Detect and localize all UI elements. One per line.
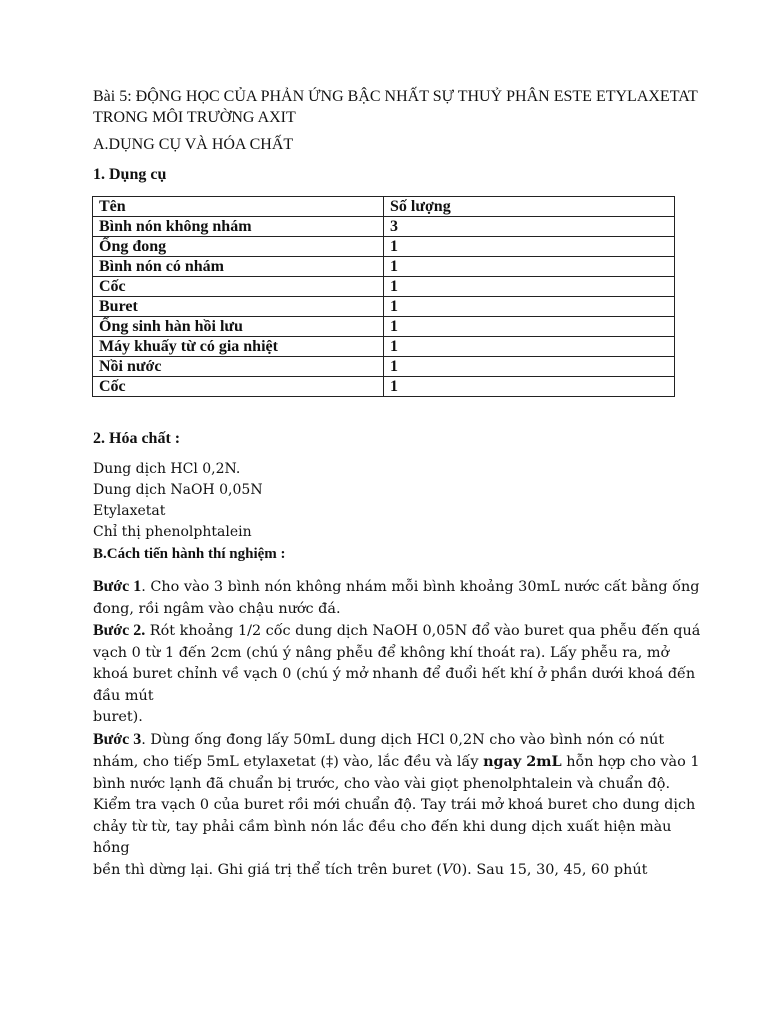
table-row <box>93 237 675 257</box>
tool-name-cell: Buret <box>93 297 384 317</box>
check-line-3-a: bền thì dừng lại. Ghi giá trị thể tích trên buret ( <box>93 861 442 878</box>
step-3-label: Bước 3 <box>93 730 142 748</box>
tool-quantity-cell: 1 <box>384 377 675 397</box>
step-2-text: Rót khoảng 1/2 cốc dung dịch NaOH 0,05N đổ vào buret qua phễu đến quá vạch 0 từ 1 đến 2cm (chú ý nâng phễu để không khí thoát ra). Lấy phễu ra, mở khoá buret chỉnh về vạch 0 (chú ý mở nhanh để đuổi hết khí ở phần dưới khoá đến đầu mút <box>93 623 701 704</box>
volume-variable: V <box>442 861 453 878</box>
chemicals-list <box>93 459 263 543</box>
step-1 <box>93 576 703 620</box>
tool-name-cell: Cốc <box>93 277 384 297</box>
subsection-chemicals-heading: 2. Hóa chất : <box>93 430 181 447</box>
tool-quantity-cell: 1 <box>384 297 675 317</box>
tools-table <box>92 196 675 397</box>
tool-name-cell: Bình nón không nhám <box>93 217 384 237</box>
check-line-1: Kiểm tra vạch 0 của buret rồi mới chuẩn độ. Tay trái mở khoá buret cho dung dịch <box>93 797 696 813</box>
tool-name-cell: Ống sinh hàn hồi lưu <box>93 317 384 337</box>
table-row <box>93 297 675 317</box>
step-1-text: . Cho vào 3 bình nón không nhám mỗi bình khoảng 30mL nước cất bằng ống đong, rồi ngâm vào chậu nước đá. <box>93 579 700 617</box>
step-3-text-a: . Dùng ống đong lấy 50mL dung dịch HCl 0,2N cho vào bình nón có nút nhám, cho tiếp 5mL etylaxetat (‡) vào, lắc đều và lấy <box>93 731 665 770</box>
subsection-tools-heading: 1. Dụng cụ <box>93 166 167 183</box>
header-quantity: Số lượng <box>384 197 675 217</box>
step-3-text-b: hỗn hợp cho vào 1 bình nước lạnh đã chuẩn bị trước, cho vào vài giọt phenolphtalein và chuẩn độ. <box>93 754 700 792</box>
table-row <box>93 337 675 357</box>
step-3-bold: ngay 2mL <box>483 753 562 770</box>
tool-quantity-cell: 3 <box>384 217 675 237</box>
step-2-label: Bước 2. <box>93 622 146 639</box>
step-3 <box>93 729 703 796</box>
tool-name-cell: Cốc <box>93 377 384 397</box>
table-row <box>93 277 675 297</box>
table-row <box>93 317 675 337</box>
list-item: Dung dịch NaOH 0,05N <box>93 482 263 498</box>
tool-name-cell: Ống đong <box>93 237 384 257</box>
volume-subscript: 0 <box>452 861 462 878</box>
step-1-label: Bước 1 <box>93 578 142 595</box>
list-item: Chỉ thị phenolphtalein <box>93 524 252 540</box>
header-name: Tên <box>93 197 384 217</box>
step-2-tail: buret). <box>93 709 143 725</box>
page-title: Bài 5: ĐỘNG HỌC CỦA PHẢN ỨNG BẬC NHẤT SỰ THUỶ PHÂN ESTE ETYLAXETAT TRONG MÔI TRƯỜNG AXIT <box>93 88 698 126</box>
table-row <box>93 377 675 397</box>
tool-quantity-cell: 1 <box>384 237 675 257</box>
table-row <box>93 257 675 277</box>
section-a-heading: A.DỤNG CỤ VÀ HÓA CHẤT <box>93 136 294 153</box>
list-item: Dung dịch HCl 0,2N. <box>93 461 241 477</box>
section-b-heading: B.Cách tiến hành thí nghiệm : <box>93 546 286 562</box>
list-item: Etylaxetat <box>93 503 166 519</box>
check-line-2: chảy từ từ, tay phải cầm bình nón lắc đều cho đến khi dung dịch xuất hiện màu hồng <box>93 818 672 856</box>
tool-name-cell: Bình nón có nhám <box>93 257 384 277</box>
tool-quantity-cell: 1 <box>384 337 675 357</box>
table-header-row <box>93 197 675 217</box>
check-line-3 <box>93 860 703 882</box>
procedure-body <box>93 576 703 881</box>
tool-name-cell: Máy khuấy từ có gia nhiệt <box>93 337 384 357</box>
table-row <box>93 357 675 377</box>
tool-quantity-cell: 1 <box>384 277 675 297</box>
check-line-3-b: ). Sau 15, 30, 45, 60 phút <box>461 861 648 878</box>
tool-name-cell: Nồi nước <box>93 357 384 377</box>
table-row <box>93 217 675 237</box>
tool-quantity-cell: 1 <box>384 357 675 377</box>
tool-quantity-cell: 1 <box>384 317 675 337</box>
step-2 <box>93 620 703 707</box>
tool-quantity-cell: 1 <box>384 257 675 277</box>
